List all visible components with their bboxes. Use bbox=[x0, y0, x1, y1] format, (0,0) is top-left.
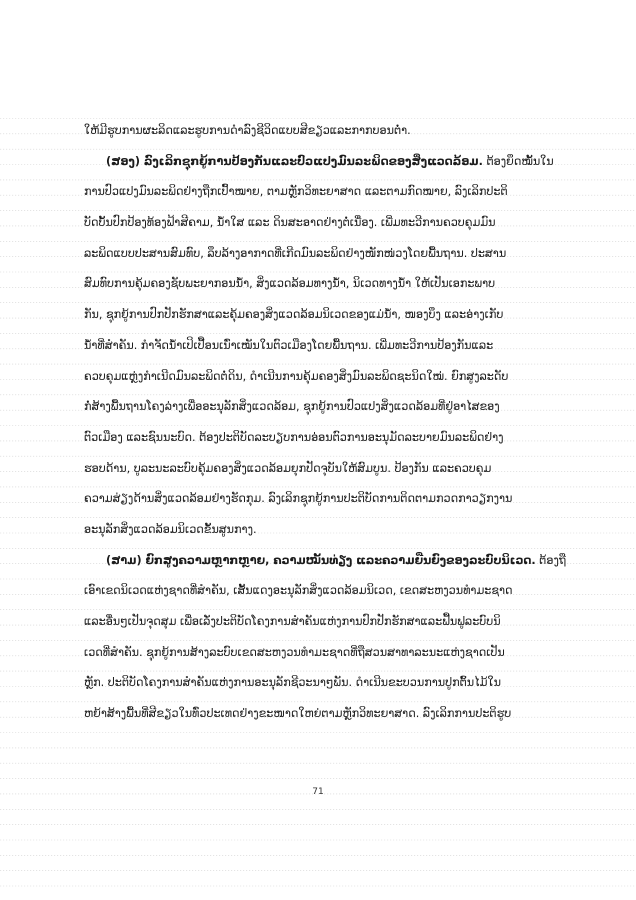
text-line-6-content: ສົມທົບການຄຸ້ມຄອງຊັບພະຍາກອນນ້ຳ, ສິ່ງແວດລ້ອມທາງນ້ຳ, ນິເວດທາງນ້ຳ ໃຫ້ເປັນເອກະພາບ bbox=[84, 277, 496, 291]
text-line-13 bbox=[84, 484, 560, 515]
text-line-1-content: ໃຫ້ມີຮູບການຜະລິດແລະຮູບການດຳລົງຊີວິດແບບສີຂຽວແລະກາກບອນຕໍ່າ. bbox=[84, 124, 411, 137]
text-line-19 bbox=[84, 668, 560, 699]
text-line-20 bbox=[84, 699, 560, 730]
text-line-12-content: ຮອບດ້ານ, ບູລະນະລະບົບຄຸ້ມຄອງສິ່ງແວດລ້ອມຍຸກປັດຈຸບັນໃຫ້ສົມບູນ. ປ້ອງກັນ ແລະຄວບຄຸມ bbox=[84, 461, 492, 475]
text-line-12 bbox=[84, 454, 560, 485]
text-line-11-content: ຕົວເມືອງ ແລະຊົນນະບົດ. ຕ້ອງປະຕິບັດລະບຽບການອ່ອນຕົວການອະນຸມັດລະບາຍມົນລະພິດຢ່າງ bbox=[84, 430, 504, 444]
text-line-8 bbox=[84, 331, 560, 362]
text-line-9 bbox=[84, 362, 560, 393]
text-line-15-content: ຕ້ອງຖື bbox=[535, 553, 567, 567]
text-line-3 bbox=[84, 177, 560, 208]
text-line-10 bbox=[84, 392, 560, 423]
text-line-7-content: ກັນ, ຊຸກຍູ້ການປົກປັກຮັກສາແລະຄຸ້ມຄອງສິ່ງແວດລ້ອມນິເວດຂອງແມ່ນ້ຳ, ໜອງບຶງ ແລະອ່າງເກັບ bbox=[84, 308, 504, 322]
text-line-6 bbox=[84, 269, 560, 300]
text-line-8-content: ນ້ຳທີ່ສຳຄັນ. ກຳຈັດນ້ຳເປິເປື້ອນເນົ່າເໝັນໃນຕົວເມືອງໂດຍພື້ນຖານ. ເພີ່ມທະວີການປ້ອງກັນແລະ bbox=[84, 338, 494, 352]
text-line-9-content: ຄວບຄຸມແຫຼ່ງກຳເນີດມົນລະພິດຕໍ່ດິນ, ດຳເນີນການຄຸ້ມຄອງສິ່ງມົນລະພິດຊະນິດໃໝ່. ຍົກສູງລະດັບ bbox=[84, 369, 509, 383]
text-line-7 bbox=[84, 300, 560, 331]
section-heading-two: (ສອງ) ລົງເລິກຊຸກຍູ້ການປ້ອງກັນແລະປົວແປງມົນລະພິດຂອງສິ່ງແວດລ້ອມ. bbox=[106, 154, 483, 168]
text-line-11 bbox=[84, 423, 560, 454]
text-line-17 bbox=[84, 607, 560, 638]
text-line-16-content: ເອົາເຂດນິເວດແຫ່ງຊາດທີ່ສຳຄັນ, ເສັ້ນແດງອະນຸລັກສິ່ງແວດລ້ອມນິເວດ, ເຂດສະຫງວນທຳມະຊາດ bbox=[84, 584, 513, 598]
text-line-17-content: ແລະອື່ນໆເປັນຈຸດສຸມ ເພື່ອເລັ່ງປະຕິບັດໂຄງການສຳຄັນແຫ່ງການປົກປັກຮັກສາແລະຟື້ນຟູລະບົບນິ bbox=[84, 615, 501, 628]
body-text bbox=[84, 116, 567, 730]
text-line-4 bbox=[84, 208, 560, 239]
text-line-19-content: ຫຼັກ. ປະຕິບັດໂຄງການສຳຄັນແຫ່ງການອະນຸລັກຊີວະນາໆພັນ. ດຳເນີນຂະບວນການປູກຕົ້ນໄມ້ໃນ bbox=[84, 676, 501, 690]
page-number: 71 bbox=[312, 787, 324, 797]
text-line-14 bbox=[84, 515, 560, 546]
text-line-2 bbox=[84, 147, 560, 178]
text-line-2-content: ຕ້ອງຍຶດໝັ້ນໃນ bbox=[482, 154, 554, 168]
text-line-10-content: ກໍ່ສ້າງພື້ນຖານໂຄງລ່າງເພື່ອອະນຸລັກສິ່ງແວດລ້ອມ, ຊຸກຍູ້ການປົວແປງສິ່ງແວດລ້ອມທີ່ຢູ່ອາໄສຂອງ bbox=[84, 400, 500, 414]
text-line-18 bbox=[84, 638, 560, 669]
text-line-14-content: ອະນຸລັກສິ່ງແວດລ້ອມນິເວດຂັ້ນສູນກາງ. bbox=[84, 522, 257, 536]
text-line-16 bbox=[84, 576, 560, 607]
text-line-18-content: ເວດທີ່ສຳຄັນ. ຊຸກຍູ້ການສ້າງລະບົບເຂດສະຫງວນທຳມະຊາດທີ່ຖືສວນສາທາລະນະແຫ່ງຊາດເປັນ bbox=[84, 645, 505, 659]
section-heading-three: (ສາມ) ຍົກສູງຄວາມຫຼາກຫຼາຍ, ຄວາມໝັ້ນທ່ຽງ ແລະຄວາມຍືນຍົງຂອງລະບົບນິເວດ. bbox=[106, 553, 536, 567]
text-line-20-content: ຫຍ້າສ້າງພື້ນທີ່ສີຂຽວໃນທົ່ວປະເທດຢ່າງຂະໜາດໃຫຍ່ຕາມຫຼັກວິທະຍາສາດ. ລົງເລິກການປະຕິຮູບ bbox=[84, 707, 512, 721]
text-line-4-content: ບັດບັ້ນປົກປ້ອງທ້ອງຟ້າສີຄາມ, ນ້ຳໃສ ແລະ ດິນສະອາດຢ່າງຕໍ່ເນື່ອງ. ເພີ່ມທະວີການຄວບຄຸມມົນ bbox=[84, 216, 496, 230]
text-line-3-content: ການປົວແປງມົນລະພິດຢ່າງຖືກເປົ້າໝາຍ, ຕາມຫຼັກວິທະຍາສາດ ແລະຕາມກົດໝາຍ, ລົງເລິກປະຕິ bbox=[84, 185, 508, 199]
text-line-5 bbox=[84, 239, 560, 270]
text-line-1 bbox=[84, 116, 560, 147]
text-line-13-content: ຄວາມສ່ຽງດ້ານສິ່ງແວດລ້ອມຢ່າງຮັດກຸມ. ລົງເລິກຊຸກຍູ້ການປະຕິບັດການຕິດຕາມກວດກາວຽກງານ bbox=[84, 492, 513, 506]
text-line-5-content: ລະພິດແບບປະສານສົມທົບ, ລຶບລ້າງອາກາດທີ່ເກີດມົນລະພິດຢ່າງໜັກໜ່ວງໂດຍພື້ນຖານ. ປະສານ bbox=[84, 246, 507, 260]
text-line-15 bbox=[84, 546, 567, 577]
